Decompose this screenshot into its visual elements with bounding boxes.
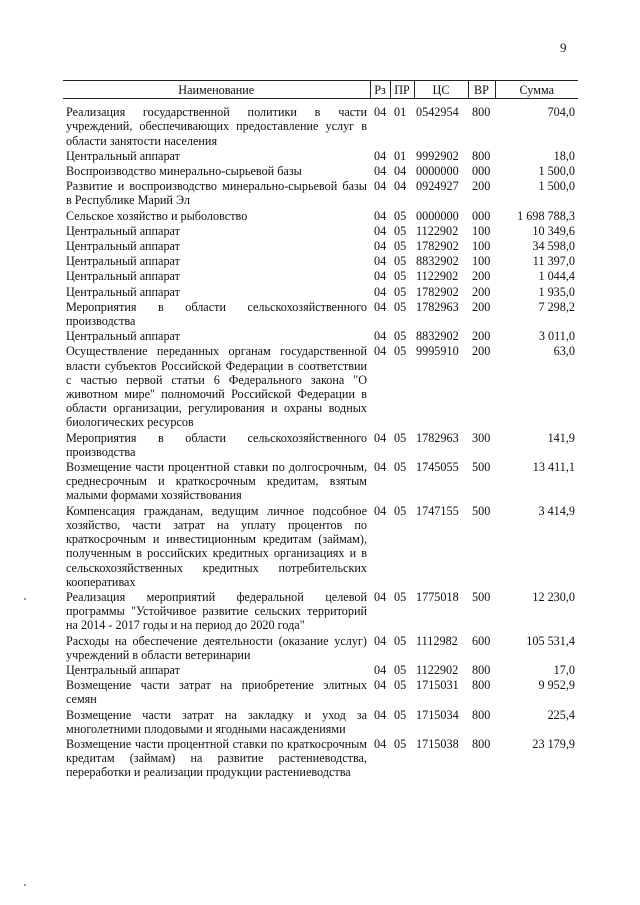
table-row	[63, 239, 578, 254]
cell-vr: 800	[472, 678, 491, 693]
cell-vr: 800	[472, 662, 491, 677]
cell-cs: 0924927	[416, 179, 459, 194]
cell-pr: 05	[394, 269, 407, 284]
cell-pr: 04	[394, 179, 407, 194]
cell-name: Центральный аппарат	[66, 284, 180, 299]
cell-vr: 200	[472, 344, 491, 359]
cell-sum: 225,4	[547, 707, 575, 722]
cell-pr: 05	[394, 208, 407, 223]
table-row	[63, 224, 578, 239]
cell-vr: 300	[472, 430, 491, 445]
cell-rz: 04	[374, 503, 387, 518]
cell-name: Центральный аппарат	[66, 662, 180, 677]
cell-pr: 05	[394, 344, 407, 359]
cell-rz: 04	[374, 269, 387, 284]
cell-name: Центральный аппарат	[66, 329, 180, 344]
cell-cs: 1782902	[416, 284, 459, 299]
cell-pr: 05	[394, 430, 407, 445]
cell-sum: 11 397,0	[532, 254, 575, 269]
table-row	[63, 504, 578, 590]
cell-vr: 500	[472, 589, 491, 604]
cell-sum: 9 952,9	[538, 678, 575, 693]
cell-cs: 1747155	[416, 503, 459, 518]
table-row	[63, 149, 578, 164]
cell-sum: 63,0	[553, 344, 575, 359]
cell-rz: 04	[374, 707, 387, 722]
cell-sum: 23 179,9	[532, 736, 575, 751]
cell-name: Возмещение части затрат на закладку и уход за многолетними плодовыми и ягодными насаждениями	[66, 707, 367, 736]
cell-rz: 04	[374, 164, 387, 179]
cell-sum: 1 500,0	[538, 164, 575, 179]
table-row	[63, 708, 578, 737]
cell-name: Центральный аппарат	[66, 239, 180, 254]
cell-cs: 1775018	[416, 589, 459, 604]
header-name: Наименование	[63, 81, 370, 99]
cell-name: Мероприятия в области сельскохозяйственного производства	[66, 430, 367, 459]
cell-name: Возмещение части затрат на приобретение элитных семян	[66, 678, 367, 707]
header-rz: Рз	[370, 81, 390, 99]
cell-cs: 0000000	[416, 164, 459, 179]
cell-rz: 04	[374, 736, 387, 751]
cell-pr: 05	[394, 589, 407, 604]
cell-rz: 04	[374, 208, 387, 223]
table-row	[63, 164, 578, 179]
cell-cs: 1715034	[416, 707, 459, 722]
cell-cs: 8832902	[416, 329, 459, 344]
cell-sum: 1 698 788,3	[517, 208, 575, 223]
cell-cs: 1715038	[416, 736, 459, 751]
cell-rz: 04	[374, 223, 387, 238]
cell-vr: 500	[472, 503, 491, 518]
cell-rz: 04	[374, 239, 387, 254]
cell-sum: 1 044,4	[538, 269, 575, 284]
cell-cs: 1112982	[416, 633, 458, 648]
table-row	[63, 300, 578, 329]
cell-rz: 04	[374, 179, 387, 194]
scan-dot	[24, 884, 26, 886]
cell-pr: 01	[394, 148, 407, 163]
table-row	[63, 634, 578, 663]
cell-name: Развитие и воспроизводство минерально-сырьевой базы в Республике Марий Эл	[66, 179, 367, 208]
cell-sum: 704,0	[547, 105, 575, 120]
cell-cs: 1782963	[416, 299, 459, 314]
cell-rz: 04	[374, 254, 387, 269]
cell-name: Возмещение части процентной ставки по краткосрочным кредитам (займам) на развитие растениеводства, переработки и реализации продукции растениеводства	[66, 736, 367, 780]
cell-pr: 05	[394, 460, 407, 475]
cell-pr: 05	[394, 736, 407, 751]
cell-vr: 100	[472, 223, 491, 238]
cell-sum: 13 411,1	[532, 460, 575, 475]
cell-vr: 200	[472, 179, 491, 194]
cell-name: Расходы на обеспечение деятельности (оказание услуг) учреждений в области ветеринарии	[66, 633, 367, 662]
table-row	[63, 179, 578, 208]
cell-pr: 05	[394, 503, 407, 518]
cell-name: Осуществление переданных органам государственной власти субъектов Российской Федерации в соответствии с частью первой статьи 6 Федерального закона "О животном мире" полномочий Российской Федерации в области организации, регулирования и охраны водных биологических ресурсов	[66, 344, 367, 430]
cell-cs: 0542954	[416, 105, 459, 120]
cell-vr: 200	[472, 329, 491, 344]
cell-cs: 8832902	[416, 254, 459, 269]
cell-vr: 800	[472, 105, 491, 120]
header-pr: ПР	[390, 81, 414, 99]
table-row	[63, 460, 578, 504]
scan-dot	[24, 598, 26, 600]
cell-vr: 100	[472, 254, 491, 269]
cell-pr: 05	[394, 284, 407, 299]
cell-name: Воспроизводство минерально-сырьевой базы	[66, 164, 302, 179]
cell-cs: 1782963	[416, 430, 459, 445]
cell-sum: 3 414,9	[538, 503, 575, 518]
cell-pr: 05	[394, 254, 407, 269]
cell-cs: 1745055	[416, 460, 459, 475]
cell-sum: 141,9	[547, 430, 575, 445]
header-vr: ВР	[468, 81, 495, 99]
cell-vr: 800	[472, 736, 491, 751]
cell-pr: 04	[394, 164, 407, 179]
header-sum: Сумма	[495, 81, 578, 99]
cell-rz: 04	[374, 633, 387, 648]
cell-sum: 105 531,4	[526, 633, 575, 648]
cell-rz: 04	[374, 662, 387, 677]
table-row	[63, 269, 578, 284]
cell-cs: 1122902	[416, 269, 459, 284]
cell-cs: 0000000	[416, 208, 459, 223]
cell-sum: 7 298,2	[538, 299, 575, 314]
table-row	[63, 329, 578, 344]
cell-vr: 200	[472, 284, 491, 299]
cell-name: Реализация мероприятий федеральной целевой программы "Устойчивое развитие сельских территорий на 2014 - 2017 годы и на период до 2020 года"	[66, 589, 367, 633]
cell-cs: 1122902	[416, 662, 459, 677]
table-body	[63, 99, 578, 781]
cell-vr: 200	[472, 269, 491, 284]
cell-pr: 05	[394, 678, 407, 693]
table-row	[63, 254, 578, 269]
cell-vr: 000	[472, 208, 491, 223]
page-number: 9	[560, 40, 567, 55]
cell-rz: 04	[374, 329, 387, 344]
cell-pr: 05	[394, 239, 407, 254]
cell-name: Центральный аппарат	[66, 223, 180, 238]
cell-pr: 05	[394, 299, 407, 314]
cell-sum: 17,0	[553, 662, 575, 677]
cell-vr: 200	[472, 299, 491, 314]
table-row	[63, 663, 578, 678]
cell-name: Реализация государственной политики в части учреждений, обеспечивающих предоставление услуг в области занятости населения	[66, 105, 367, 148]
cell-sum: 1 935,0	[538, 284, 575, 299]
cell-vr: 800	[472, 148, 491, 163]
cell-rz: 04	[374, 589, 387, 604]
cell-sum: 10 349,6	[532, 223, 575, 238]
cell-sum: 18,0	[553, 148, 575, 163]
cell-cs: 1715031	[416, 678, 459, 693]
cell-vr: 600	[472, 633, 491, 648]
cell-vr: 000	[472, 164, 491, 179]
table-row	[63, 209, 578, 224]
cell-cs: 1122902	[416, 223, 459, 238]
cell-pr: 05	[394, 662, 407, 677]
cell-rz: 04	[374, 678, 387, 693]
cell-vr: 100	[472, 239, 491, 254]
table-row	[63, 99, 578, 149]
cell-name: Центральный аппарат	[66, 269, 180, 284]
table-row	[63, 678, 578, 707]
table-row	[63, 344, 578, 430]
cell-rz: 04	[374, 344, 387, 359]
cell-cs: 9995910	[416, 344, 459, 359]
cell-name: Центральный аппарат	[66, 254, 180, 269]
cell-rz: 04	[374, 105, 387, 120]
cell-sum: 1 500,0	[538, 179, 575, 194]
cell-vr: 800	[472, 707, 491, 722]
cell-sum: 12 230,0	[532, 589, 575, 604]
cell-name: Мероприятия в области сельскохозяйственного производства	[66, 299, 367, 329]
cell-name: Компенсация гражданам, ведущим личное подсобное хозяйство, части затрат на уплату процентов по краткосрочным и инвестиционным кредитам (займам), полученным в российских кредитных организациях и в сельскохозяйственных кредитных потребительских кооперативах	[66, 503, 367, 589]
cell-cs: 1782902	[416, 239, 459, 254]
cell-rz: 04	[374, 430, 387, 445]
cell-name: Сельское хозяйство и рыболовство	[66, 208, 248, 223]
cell-rz: 04	[374, 460, 387, 475]
cell-pr: 05	[394, 707, 407, 722]
cell-sum: 3 011,0	[538, 329, 575, 344]
cell-pr: 05	[394, 329, 407, 344]
table-row	[63, 285, 578, 300]
cell-pr: 05	[394, 633, 407, 648]
cell-rz: 04	[374, 299, 387, 314]
table-row	[63, 431, 578, 460]
cell-pr: 05	[394, 223, 407, 238]
cell-pr: 01	[394, 105, 407, 120]
cell-name: Возмещение части процентной ставки по долгосрочным, среднесрочным и краткосрочным кредитам, взятым малыми формами хозяйствования	[66, 460, 367, 503]
cell-rz: 04	[374, 148, 387, 163]
cell-sum: 34 598,0	[532, 239, 575, 254]
cell-cs: 9992902	[416, 148, 459, 163]
budget-table	[63, 80, 578, 781]
table-row	[63, 737, 578, 781]
cell-rz: 04	[374, 284, 387, 299]
header-cs: ЦС	[414, 81, 468, 99]
cell-vr: 500	[472, 460, 491, 475]
table-row	[63, 590, 578, 634]
cell-name: Центральный аппарат	[66, 148, 180, 163]
table-header	[63, 81, 578, 99]
